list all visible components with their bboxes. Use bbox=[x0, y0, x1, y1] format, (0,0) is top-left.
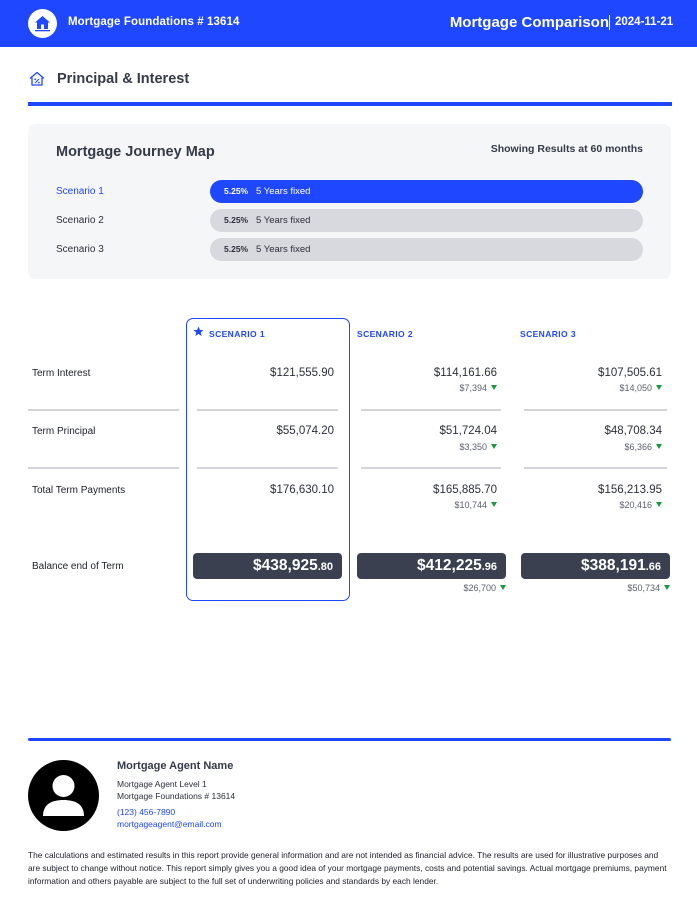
balance-dollars: $388,191 bbox=[581, 557, 646, 574]
journey-row-label: Scenario 2 bbox=[56, 215, 104, 226]
balance-dollars: $412,225 bbox=[417, 557, 482, 574]
row-divider bbox=[524, 467, 667, 469]
row-divider bbox=[28, 409, 179, 411]
balance-dollars: $438,925 bbox=[253, 557, 318, 574]
scenario-2-principal-savings bbox=[347, 442, 497, 452]
scenario-2-term-interest: $114,161.66 bbox=[433, 367, 497, 379]
down-arrow-icon bbox=[500, 585, 506, 590]
journey-row-scenario-3[interactable] bbox=[28, 238, 671, 262]
balance-cents: .66 bbox=[645, 561, 661, 573]
journey-term: 5 Years fixed bbox=[256, 215, 311, 226]
person-icon bbox=[28, 760, 99, 831]
scenario-2-total-savings bbox=[347, 500, 497, 510]
agent-name: Mortgage Agent Name bbox=[117, 760, 234, 772]
scenario-2-balance-savings bbox=[356, 583, 506, 593]
balance-cents: .96 bbox=[481, 561, 497, 573]
journey-bar[interactable] bbox=[210, 180, 643, 203]
journey-map-title: Mortgage Journey Map bbox=[56, 144, 215, 160]
section-divider bbox=[28, 102, 672, 106]
journey-row-scenario-1[interactable] bbox=[28, 180, 671, 204]
column-header-scenario-1: SCENARIO 1 bbox=[209, 329, 265, 339]
journey-term: 5 Years fixed bbox=[256, 186, 311, 197]
row-divider bbox=[361, 467, 501, 469]
down-arrow-icon bbox=[656, 444, 662, 449]
journey-rate: 5.25% bbox=[224, 186, 249, 196]
journey-rate: 5.25% bbox=[224, 244, 249, 254]
agent-phone-link[interactable]: (123) 456-7890 bbox=[117, 807, 176, 817]
section-title: Principal & Interest bbox=[57, 71, 190, 87]
document-title: Mortgage Comparison bbox=[449, 14, 609, 31]
title-divider bbox=[609, 15, 610, 30]
down-arrow-icon bbox=[656, 385, 662, 390]
savings-amount: $50,734 bbox=[627, 583, 660, 593]
savings-amount: $10,744 bbox=[454, 500, 487, 510]
agent-email-link[interactable]: mortgageagent@email.com bbox=[117, 819, 222, 829]
scenario-3-balance bbox=[521, 553, 670, 579]
scenario-2-term-principal: $51,724.04 bbox=[439, 425, 497, 437]
agent-company: Mortgage Foundations # 13614 bbox=[117, 791, 236, 801]
down-arrow-icon bbox=[656, 502, 662, 507]
disclaimer-text: The calculations and estimated results in this report provide general information and are not intended as financial advice. The results are used for illustrative purposes and are subject to change without notice. This report simply gives you a good idea of your mortgage payments, costs and potential savings. Actual mortgage premiums, payment information and others payable are subject to the full set of underwriting policies and standards by each lender. bbox=[28, 850, 667, 886]
avatar bbox=[28, 760, 99, 831]
scenario-2-total-payments: $165,885.70 bbox=[433, 484, 497, 496]
scenario-3-term-principal: $48,708.34 bbox=[604, 425, 662, 437]
scenario-3-principal-savings bbox=[512, 442, 662, 452]
scenario-3-term-interest: $107,505.61 bbox=[598, 367, 662, 379]
scenario-1-total-payments: $176,630.10 bbox=[270, 484, 334, 496]
savings-amount: $3,350 bbox=[459, 442, 487, 452]
journey-row-scenario-2[interactable] bbox=[28, 209, 671, 233]
agent-divider bbox=[28, 738, 671, 741]
savings-amount: $20,416 bbox=[619, 500, 652, 510]
scenario-3-balance-savings bbox=[520, 583, 670, 593]
row-label-total-term-payments: Total Term Payments bbox=[32, 485, 126, 496]
down-arrow-icon bbox=[491, 444, 497, 449]
down-arrow-icon bbox=[664, 585, 670, 590]
scenario-3-total-savings bbox=[512, 500, 662, 510]
down-arrow-icon bbox=[491, 385, 497, 390]
brand-name: Mortgage Foundations # 13614 bbox=[68, 16, 240, 28]
scenario-2-interest-savings bbox=[347, 383, 497, 393]
house-logo-icon bbox=[33, 14, 52, 33]
row-divider bbox=[361, 409, 501, 411]
scenario-2-balance bbox=[357, 553, 506, 579]
scenario-1-term-interest: $121,555.90 bbox=[270, 367, 334, 379]
document-date: 2024-11-21 bbox=[615, 16, 674, 28]
journey-term: 5 Years fixed bbox=[256, 244, 311, 255]
scenario-3-interest-savings bbox=[512, 383, 662, 393]
agent-level: Mortgage Agent Level 1 bbox=[117, 779, 207, 789]
row-divider bbox=[524, 409, 667, 411]
row-label-balance-end-of-term: Balance end of Term bbox=[32, 561, 124, 572]
savings-amount: $26,700 bbox=[463, 583, 496, 593]
journey-row-label: Scenario 1 bbox=[56, 186, 104, 197]
savings-amount: $14,050 bbox=[619, 383, 652, 393]
row-divider bbox=[28, 467, 179, 469]
row-label-term-interest: Term Interest bbox=[32, 368, 91, 379]
header-bar bbox=[0, 0, 697, 47]
journey-bar[interactable] bbox=[210, 238, 643, 261]
journey-map-panel bbox=[28, 124, 671, 279]
journey-rate: 5.25% bbox=[224, 215, 249, 225]
row-divider bbox=[197, 467, 338, 469]
column-header-scenario-2: SCENARIO 2 bbox=[357, 329, 413, 339]
house-percent-icon bbox=[29, 71, 45, 87]
scenario-1-term-principal: $55,074.20 bbox=[276, 425, 334, 437]
journey-bar[interactable] bbox=[210, 209, 643, 232]
scenario-1-balance bbox=[193, 553, 342, 579]
down-arrow-icon bbox=[491, 502, 497, 507]
row-divider bbox=[197, 409, 338, 411]
row-label-term-principal: Term Principal bbox=[32, 426, 96, 437]
journey-row-label: Scenario 3 bbox=[56, 244, 104, 255]
star-icon bbox=[193, 326, 204, 337]
savings-amount: $7,394 bbox=[459, 383, 487, 393]
logo bbox=[28, 9, 57, 38]
savings-amount: $6,366 bbox=[624, 442, 652, 452]
column-header-scenario-3: SCENARIO 3 bbox=[520, 329, 576, 339]
results-period-note: Showing Results at 60 months bbox=[490, 143, 643, 155]
balance-cents: .80 bbox=[317, 561, 333, 573]
scenario-3-total-payments: $156,213.95 bbox=[598, 484, 662, 496]
